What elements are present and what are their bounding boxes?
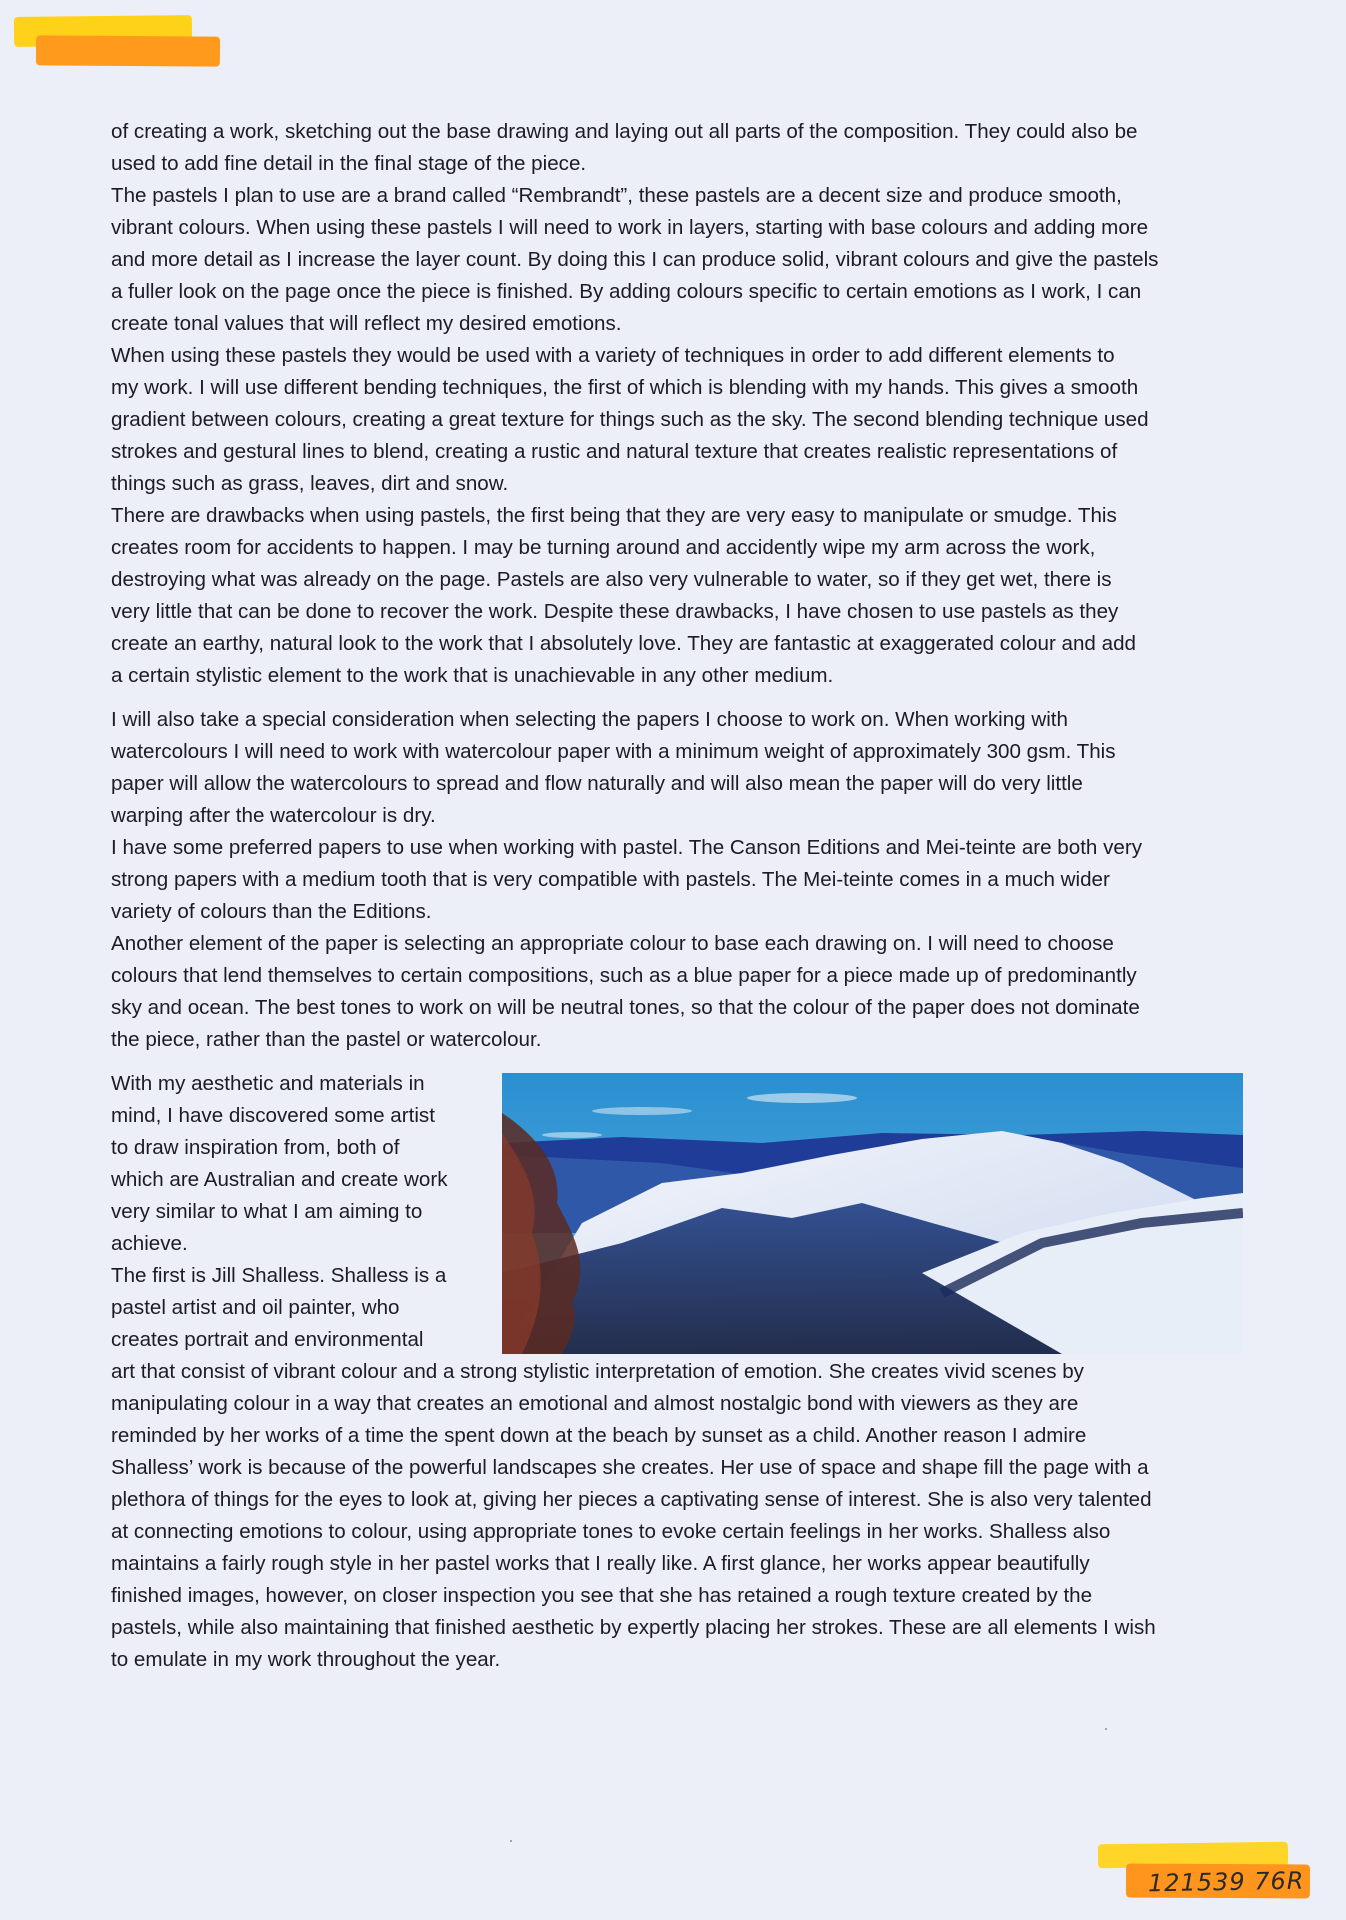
text-line: strokes and gestural lines to blend, creating a rustic and natural texture that creates realistic representations of bbox=[111, 440, 1118, 463]
text-line: my work. I will use different bending techniques, the first of which is blending with my hands. This gives a smooth bbox=[111, 376, 1139, 399]
paragraph-drawbacks bbox=[111, 500, 1246, 692]
orange-highlighter-mark bbox=[36, 35, 220, 66]
scan-speck bbox=[510, 1840, 512, 1842]
paragraph-papers bbox=[111, 704, 1246, 832]
paragraph-preferred-papers bbox=[111, 832, 1246, 928]
text-line: paper will allow the watercolours to spread and flow naturally and will also mean the paper will do very little bbox=[111, 772, 1083, 795]
text-line: colours that lend themselves to certain compositions, such as a blue paper for a piece made up of predominantly bbox=[111, 964, 1137, 987]
text-line: Another element of the paper is selecting an appropriate colour to base each drawing on. I will need to choose bbox=[111, 932, 1114, 955]
text-line: The pastels I plan to use are a brand called “Rembrandt”, these pastels are a decent size and produce smooth, bbox=[111, 184, 1122, 207]
text-line: things such as grass, leaves, dirt and snow. bbox=[111, 472, 509, 495]
text-line: maintains a fairly rough style in her pastel works that I really like. A first glance, her works appear beautifully bbox=[111, 1552, 1090, 1575]
text-line: very similar to what I am aiming to bbox=[111, 1200, 423, 1223]
text-line: of creating a work, sketching out the base drawing and laying out all parts of the composition. They could also be bbox=[111, 120, 1138, 143]
text-line: When using these pastels they would be used with a variety of techniques in order to add different elements to bbox=[111, 344, 1115, 367]
text-line: to emulate in my work throughout the year. bbox=[111, 1648, 501, 1671]
text-line: and more detail as I increase the layer count. By doing this I can produce solid, vibrant colours and give the pastels bbox=[111, 248, 1159, 271]
text-line: gradient between colours, creating a great texture for things such as the sky. The second blending technique used bbox=[111, 408, 1149, 431]
text-line: There are drawbacks when using pastels, the first being that they are very easy to manipulate or smudge. This bbox=[111, 504, 1117, 527]
scan-speck bbox=[1105, 1728, 1107, 1730]
landscape-image bbox=[502, 1073, 1243, 1354]
text-line: pastel artist and oil painter, who bbox=[111, 1296, 400, 1319]
snowy-mountain-painting bbox=[502, 1073, 1243, 1354]
text-line: a fuller look on the page once the piece is finished. By adding colours specific to certain emotions as I work, I can bbox=[111, 280, 1142, 303]
text-line: strong papers with a medium tooth that is very compatible with pastels. The Mei-teinte comes in a much wider bbox=[111, 868, 1110, 891]
document-body bbox=[111, 116, 1246, 1676]
text-line: watercolours I will need to work with watercolour paper with a minimum weight of approximately 300 gsm. This bbox=[111, 740, 1116, 763]
text-line: art that consist of vibrant colour and a strong stylistic interpretation of emotion. She creates vivid scenes by bbox=[111, 1360, 1084, 1383]
text-line: I will also take a special consideration when selecting the papers I choose to work on. When working with bbox=[111, 708, 1068, 731]
paragraph-tools-intro bbox=[111, 116, 1246, 180]
text-line: Shalless’ work is because of the powerful landscapes she creates. Her use of space and shape fill the page with a bbox=[111, 1456, 1149, 1479]
text-line: creates room for accidents to happen. I may be turning around and accidently wipe my arm across the work, bbox=[111, 536, 1096, 559]
text-line: finished images, however, on closer inspection you see that she has retained a rough texture created by the bbox=[111, 1584, 1093, 1607]
text-line: sky and ocean. The best tones to work on will be neutral tones, so that the colour of the paper does not dominate bbox=[111, 996, 1140, 1019]
text-line: warping after the watercolour is dry. bbox=[111, 804, 436, 827]
text-line: which are Australian and create work bbox=[111, 1168, 448, 1191]
paragraph-techniques bbox=[111, 340, 1246, 500]
text-line: creates portrait and environmental bbox=[111, 1328, 424, 1351]
paragraph-pastel-brand bbox=[111, 180, 1246, 340]
text-line: With my aesthetic and materials in bbox=[111, 1072, 425, 1095]
text-line: to draw inspiration from, both of bbox=[111, 1136, 400, 1159]
text-line: reminded by her works of a time the spent down at the beach by sunset as a child. Another reason I admire bbox=[111, 1424, 1087, 1447]
handwritten-code: 121539 76R bbox=[1147, 1866, 1305, 1898]
text-line: plethora of things for the eyes to look at, giving her pieces a captivating sense of interest. She is also very talented bbox=[111, 1488, 1152, 1511]
text-line: mind, I have discovered some artist bbox=[111, 1104, 435, 1127]
text-line: pastels, while also maintaining that finished aesthetic by expertly placing her strokes. These are all elements I wish bbox=[111, 1616, 1156, 1639]
text-line: create an earthy, natural look to the work that I absolutely love. They are fantastic at exaggerated colour and add bbox=[111, 632, 1136, 655]
text-line: variety of colours than the Editions. bbox=[111, 900, 432, 923]
text-line: manipulating colour in a way that creates an emotional and almost nostalgic bond with viewers as they are bbox=[111, 1392, 1079, 1415]
text-line: used to add fine detail in the final stage of the piece. bbox=[111, 152, 587, 175]
text-line: the piece, rather than the pastel or watercolour. bbox=[111, 1028, 542, 1051]
text-line: The first is Jill Shalless. Shalless is a bbox=[111, 1264, 447, 1287]
text-line: a certain stylistic element to the work that is unachievable in any other medium. bbox=[111, 664, 834, 687]
text-line: destroying what was already on the page. Pastels are also very vulnerable to water, so if they get wet, there is bbox=[111, 568, 1112, 591]
text-line: very little that can be done to recover the work. Despite these drawbacks, I have chosen to use pastels as they bbox=[111, 600, 1119, 623]
text-line: create tonal values that will reflect my desired emotions. bbox=[111, 312, 622, 335]
text-line: I have some preferred papers to use when working with pastel. The Canson Editions and Mei-teinte are both very bbox=[111, 836, 1143, 859]
text-line: vibrant colours. When using these pastels I will need to work in layers, starting with base colours and adding more bbox=[111, 216, 1149, 239]
paragraph-paper-colour bbox=[111, 928, 1246, 1056]
text-line: at connecting emotions to colour, using appropriate tones to evoke certain feelings in her works. Shalless also bbox=[111, 1520, 1111, 1543]
text-line: achieve. bbox=[111, 1232, 188, 1255]
